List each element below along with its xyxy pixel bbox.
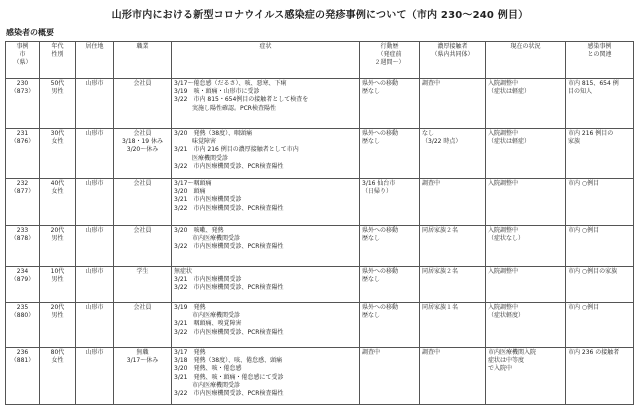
cell-line: 山形市 [85, 80, 104, 87]
cell-occupation [114, 179, 172, 226]
cell-occupation [114, 129, 172, 179]
header-travel [360, 42, 420, 79]
cell-line: 市内 216 例目の [568, 130, 614, 137]
cell-relation [566, 129, 634, 179]
cell-line: 入院調整中 [488, 130, 519, 137]
cell-line: 市内医療機関受診 [174, 312, 241, 320]
cell-line: 231 [16, 130, 29, 137]
cell-residence [76, 303, 114, 348]
cell-travel [360, 129, 420, 179]
cell-occupation [114, 79, 172, 129]
cell-line: 会社員 [133, 130, 152, 137]
cell-residence [76, 348, 114, 405]
header-age-sex [40, 42, 76, 79]
cell-line: 3/17～倦怠感（だるさ）、咳、悪寒、下痢 [174, 80, 287, 87]
cell-line: 市 [19, 51, 26, 59]
cell-line: との関連 [587, 51, 612, 59]
cell-line: 市内医療機関入院 [488, 349, 537, 356]
cell-line: 3/21 咽頭痛、嗅覚障害 [174, 320, 242, 328]
cell-travel [360, 267, 420, 303]
cell-line: 30代 [50, 130, 65, 137]
cell-line: 女性 [51, 188, 64, 196]
section-subheading: 感染者の概要 [6, 28, 54, 37]
cell-residence [76, 267, 114, 303]
cell-line: 会社員 [133, 180, 152, 187]
cell-line: 232 [16, 180, 29, 187]
cell-line: 感染事例 [587, 43, 612, 50]
cell-line: 山形市 [85, 180, 104, 187]
cell-line: 市内医療機関受診 [174, 235, 241, 243]
cell-line: 入院調整中 [488, 268, 519, 275]
cell-line: 3/21 発熱、咳・頭痛・倦怠感にて受診 [174, 373, 284, 381]
cell-symptoms [172, 79, 360, 129]
cell-relation [566, 267, 634, 303]
cell-line: 山形市 [85, 349, 104, 356]
cell-line: 医療機関受診 [174, 154, 229, 162]
table-row [6, 267, 634, 303]
cell-contacts [420, 129, 486, 179]
cell-line: 男性 [51, 88, 64, 96]
cell-line: 同居家族２名 [422, 268, 459, 275]
cell-occupation [114, 267, 172, 303]
cell-line: 3/21 市内 216 例目の濃厚接触者として市内 [174, 146, 299, 154]
cell-line: 山形市 [85, 130, 104, 137]
cell-case-no [6, 79, 40, 129]
cell-symptoms [172, 303, 360, 348]
cell-line: 会社員 [133, 227, 152, 234]
cell-line: （県内共同体） [431, 51, 474, 59]
cell-residence [76, 129, 114, 179]
cell-line: 市内医療機関受診 [174, 381, 241, 389]
cell-case-no [6, 267, 40, 303]
cell-symptoms [172, 348, 360, 405]
cell-line: （症状軽度） [488, 312, 525, 320]
table-row [6, 303, 634, 348]
table-row [6, 79, 634, 129]
cell-age-sex [40, 303, 76, 348]
header-residence [76, 42, 114, 79]
cell-line: （症状は軽症） [488, 88, 531, 96]
cell-contacts [420, 348, 486, 405]
cell-travel [360, 79, 420, 129]
cell-line: 3/21 市内医療機関受診 [174, 196, 242, 204]
cell-occupation [114, 348, 172, 405]
cell-line: 3/22 市内 815・654例目の接触者として検査を [174, 96, 309, 104]
cell-line: 3/20 発熱、咳・倦怠感 [174, 365, 242, 373]
cell-line: 県外への移動 [362, 268, 399, 275]
cell-line: 調査中 [422, 349, 441, 356]
cell-line: 歴なし [362, 276, 381, 284]
cell-age-sex [40, 79, 76, 129]
table-header-row [6, 42, 634, 79]
cell-line: 女性 [51, 138, 64, 146]
cell-line: で入院中 [488, 365, 513, 373]
cell-case-no [6, 303, 40, 348]
cell-line: 3/21 市内医療機関受診 [174, 276, 242, 284]
cell-case-no [6, 348, 40, 405]
cell-line: 年代 [51, 43, 64, 50]
cell-line: 県外への移動 [362, 130, 399, 137]
cell-line: 3/16 仙台市 [362, 180, 396, 187]
cell-contacts [420, 179, 486, 226]
cell-line: 50代 [50, 80, 65, 87]
cell-line: なし [422, 130, 435, 137]
cell-line: 3/20 発熱（38度）、咽頭痛 [174, 130, 253, 137]
cell-line: 入院調整中 [488, 180, 519, 187]
cell-case-no [6, 226, 40, 267]
cell-line: 3/18・19 休み [121, 138, 164, 146]
cell-line: 230 [16, 80, 29, 87]
cell-line: （発症前 [377, 51, 402, 59]
cell-line: 20代 [50, 227, 65, 234]
cell-residence [76, 179, 114, 226]
header-status [486, 42, 566, 79]
cell-travel [360, 348, 420, 405]
cell-status [486, 179, 566, 226]
cell-travel [360, 226, 420, 267]
cell-line: 実施し陽性確認。PCR検査陽性 [174, 104, 276, 112]
cell-line: 3/22 市内医療機関受診、PCR検査陽性 [174, 328, 284, 336]
cell-symptoms [172, 129, 360, 179]
cell-line: 同居家族２名 [422, 227, 459, 234]
cell-residence [76, 79, 114, 129]
cell-line: （877） [10, 188, 35, 196]
cell-travel [360, 179, 420, 226]
cell-line: （県） [13, 59, 32, 67]
cell-age-sex [40, 226, 76, 267]
table-row [6, 348, 634, 405]
cell-status [486, 79, 566, 129]
cell-line: （873） [10, 88, 35, 96]
cell-line: 3/22 市内医療機関受診、PCR検査陽性 [174, 162, 284, 170]
header-symptoms [172, 42, 360, 79]
cell-line: 目の知人 [568, 88, 593, 96]
cell-line: 233 [16, 227, 29, 234]
table-row [6, 226, 634, 267]
cell-line: 3/17～咽頭痛 [174, 180, 212, 187]
cell-occupation [114, 226, 172, 267]
cell-status [486, 348, 566, 405]
cell-line: 県外への移動 [362, 304, 399, 311]
cell-line: 236 [16, 349, 29, 356]
cell-contacts [420, 79, 486, 129]
cell-line: 3/22 市内医療機関受診、PCR検査陽性 [174, 243, 284, 251]
cell-line: 濃厚接触者 [437, 43, 468, 50]
cell-line: （880） [10, 312, 35, 320]
cell-line: 歴なし [362, 235, 381, 243]
cell-line: 3/17～休み [126, 357, 159, 365]
cell-line: 80代 [50, 349, 65, 356]
cell-line: 市内 ○例目 [568, 227, 600, 234]
cell-line: 現在の状況 [510, 43, 541, 50]
cell-line: （878） [10, 235, 35, 243]
cell-relation [566, 303, 634, 348]
cell-line: （日帰り） [362, 188, 393, 196]
cell-line: （876） [10, 138, 35, 146]
cell-line: （881） [10, 357, 35, 365]
cell-line: 味覚障害 [174, 138, 217, 146]
cell-age-sex [40, 129, 76, 179]
cell-line: 職業 [136, 43, 149, 50]
cell-status [486, 226, 566, 267]
cell-relation [566, 179, 634, 226]
cell-travel [360, 303, 420, 348]
cell-line: 3/22 市内医療機関受診、PCR検査陽性 [174, 390, 284, 398]
cell-line: 男性 [51, 235, 64, 243]
cell-line: 3/19 発熱 [174, 304, 206, 311]
cell-line: 市内 236 の接触者 [568, 349, 620, 356]
cell-line: 40代 [50, 180, 65, 187]
cell-line: 市内 815、654 例 [568, 80, 619, 87]
cell-line: 10代 [50, 268, 65, 275]
cell-line: 山形市 [85, 227, 104, 234]
cell-line: 入院調整中 [488, 80, 519, 87]
header-occupation [114, 42, 172, 79]
cell-status [486, 303, 566, 348]
cell-line: （3/22 時点） [422, 138, 462, 146]
cell-line: 歴なし [362, 312, 381, 320]
cell-symptoms [172, 267, 360, 303]
cell-line: 山形市 [85, 304, 104, 311]
cell-line: 235 [16, 304, 29, 311]
cell-line: 歴なし [362, 88, 381, 96]
cell-line: 同居家族１名 [422, 304, 459, 311]
cell-age-sex [40, 267, 76, 303]
cases-table [5, 41, 634, 405]
cell-line: 20代 [50, 304, 65, 311]
cell-status [486, 129, 566, 179]
cell-line: 山形市 [85, 268, 104, 275]
cell-line: 居住地 [85, 43, 104, 50]
cell-relation [566, 348, 634, 405]
cell-line: 女性 [51, 357, 64, 365]
cell-line: 行動歴 [380, 43, 399, 50]
cell-line: 3/17 発熱 [174, 349, 206, 356]
cell-line: 入院調整中 [488, 227, 519, 234]
cell-line: 無職 [136, 349, 149, 356]
cell-relation [566, 226, 634, 267]
cell-line: 入院調整中 [488, 304, 519, 311]
cell-status [486, 267, 566, 303]
cell-line: 県外への移動 [362, 80, 399, 87]
cell-line: ２週間～） [374, 59, 405, 67]
cell-line: 市内 ○例目 [568, 304, 600, 311]
header-relation [566, 42, 634, 79]
cell-case-no [6, 129, 40, 179]
cell-line: 家族 [568, 138, 581, 146]
cell-line: 県外への移動 [362, 227, 399, 234]
cell-line: 市内 ○例目 [568, 180, 600, 187]
cell-relation [566, 79, 634, 129]
cell-line: 市内 ○例目の家族 [568, 268, 618, 275]
cell-occupation [114, 303, 172, 348]
cell-line: （症状なし） [488, 235, 525, 243]
cell-case-no [6, 179, 40, 226]
cell-age-sex [40, 179, 76, 226]
cell-line: 調査中 [422, 180, 441, 187]
cell-line: 性別 [51, 51, 64, 59]
cell-age-sex [40, 348, 76, 405]
cell-line: 会社員 [133, 80, 152, 87]
cell-line: 調査中 [362, 349, 381, 356]
cell-line: 3/22 市内医療機関受診、PCR検査陽性 [174, 284, 284, 292]
cell-contacts [420, 303, 486, 348]
cell-symptoms [172, 226, 360, 267]
table-row [6, 179, 634, 226]
cell-line: 3/20 咳嗽、発熱 [174, 227, 224, 234]
cell-line: 3/18 発熱（38度）、咳、倦怠感、頭痛 [174, 357, 283, 365]
cell-line: 234 [16, 268, 29, 275]
cell-residence [76, 226, 114, 267]
header-contacts [420, 42, 486, 79]
cell-symptoms [172, 179, 360, 226]
cell-line: 無症状 [174, 268, 193, 275]
cell-line: 学生 [136, 268, 149, 275]
header-case-no [6, 42, 40, 79]
cell-line: 症状は中等度 [488, 357, 525, 365]
cell-line: （症状は軽症） [488, 138, 531, 146]
cell-line: 歴なし [362, 138, 381, 146]
cell-line: 男性 [51, 276, 64, 284]
table-row [6, 129, 634, 179]
cell-line: 男性 [51, 312, 64, 320]
cell-line: 事例 [16, 43, 29, 50]
cell-line: （879） [10, 276, 35, 284]
page-title: 山形市内における新型コロナウイルス感染症の発疹事例について（市内 230～240 例目） [111, 10, 529, 21]
cell-contacts [420, 226, 486, 267]
cell-line: 3/20～休み [126, 146, 159, 154]
cell-line: 3/19 咳・頭痛・山形市に受診 [174, 88, 260, 96]
cell-line: 3/22 市内医療機関受診、PCR検査陽性 [174, 204, 284, 212]
cell-line: 調査中 [422, 80, 441, 87]
cell-contacts [420, 267, 486, 303]
cell-line: 3/20 頭痛 [174, 188, 206, 196]
cell-line: 会社員 [133, 304, 152, 311]
cell-line: 症状 [259, 43, 272, 50]
